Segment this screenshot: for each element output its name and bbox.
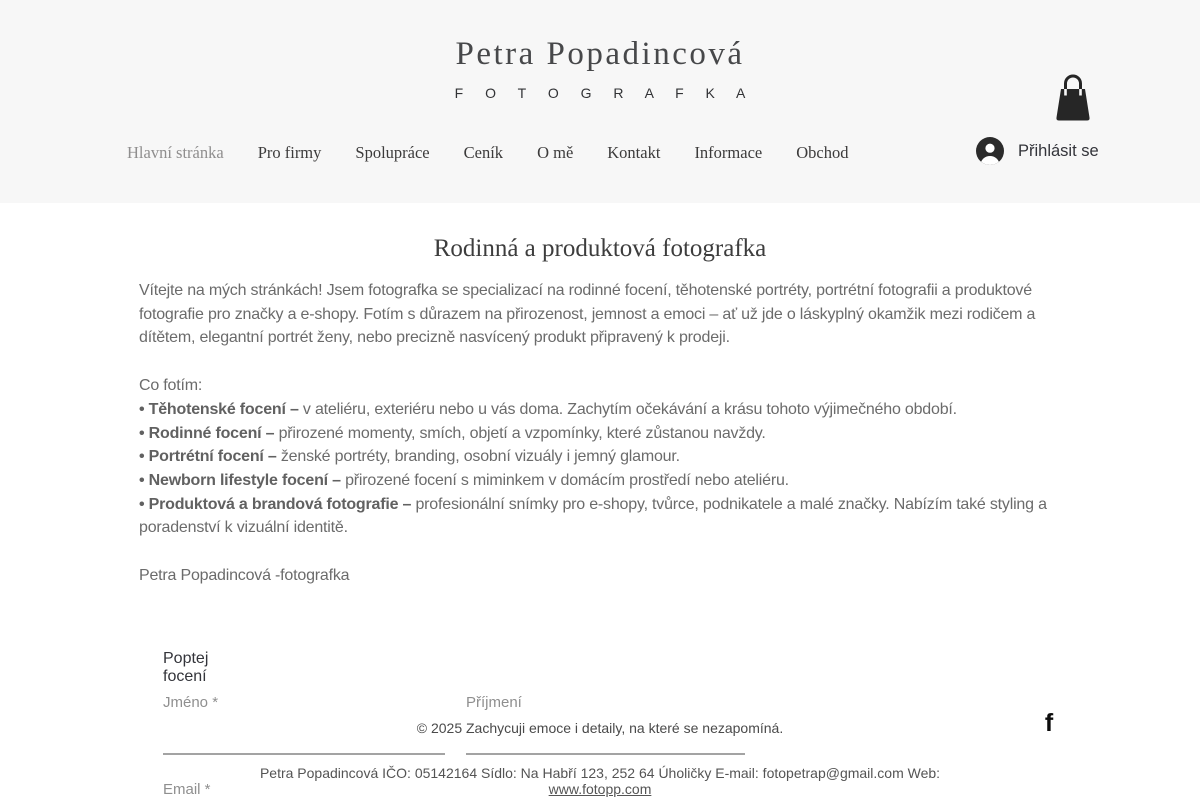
- service-item: • Rodinné focení – přirozené momenty, smích, objetí a vzpomínky, které zůstanou navždy.: [139, 424, 766, 442]
- email-label: Email *: [163, 781, 211, 798]
- first-name-label: Jméno *: [163, 694, 219, 711]
- service-item: • Těhotenské focení – v ateliéru, exteriéru nebo u vás doma. Zachytím očekávání a krásu tohoto výjimečného období.: [139, 400, 957, 418]
- nav-item-spoluprace[interactable]: Spolupráce: [355, 143, 430, 162]
- last-name-label: Příjmení: [466, 694, 522, 711]
- service-item: • Produktová a brandová fotografie – profesionální snímky pro e-shopy, tvůrce, podnikatele a malé značky. Nabízím také styling a poradenství k vizuální identitě.: [139, 495, 1047, 537]
- nav-item-obchod[interactable]: Obchod: [796, 143, 849, 162]
- site-subtitle: F O T O G R A F K A: [454, 85, 755, 101]
- website-link[interactable]: www.fotopp.com: [548, 781, 652, 797]
- nav-item-cenik[interactable]: Ceník: [463, 143, 504, 162]
- brand: [0, 36, 1200, 101]
- website-line: [0, 781, 1200, 797]
- shopping-bag-icon: [1052, 72, 1094, 124]
- service-item: • Newborn lifestyle focení – přirozené focení s miminkem v domácím prostředí nebo ateliéru.: [139, 471, 789, 489]
- nav-item-kontakt[interactable]: Kontakt: [607, 143, 661, 162]
- site-title: Petra Popadincová: [455, 36, 745, 72]
- copyright-text: © 2025 Zachycuji emoce i detaily, na které se nezapomíná.: [416, 720, 784, 736]
- site-header: [0, 0, 1200, 203]
- nav-item-pro-firmy[interactable]: Pro firmy: [257, 143, 322, 162]
- login-label: Přihlásit se: [1018, 141, 1099, 160]
- avatar-icon: [976, 137, 1004, 165]
- login-button[interactable]: [976, 137, 1099, 165]
- contact-info: Petra Popadincová IČO: 05142164 Sídlo: Na Habří 123, 252 64 Úholičky E-mail: fotopetrap@gmail.com Web:: [259, 765, 941, 781]
- service-item: • Portrétní focení – ženské portréty, branding, osobní vizuály i jemný glamour.: [139, 448, 680, 466]
- signature: Petra Popadincová -fotografka: [139, 567, 350, 585]
- nav-item-o-me[interactable]: O mě: [537, 143, 574, 162]
- intro-text-block: [139, 279, 1065, 588]
- form-title: Poptej focení: [163, 650, 209, 685]
- facebook-icon[interactable]: f: [1044, 709, 1054, 737]
- intro-paragraph: Vítejte na mých stránkách! Jsem fotografka se specializací na rodinné focení, těhotenské portréty, portrétní fotografii a produktové fotografie pro značky a e-shopy. Fotím s důrazem na přirozenost, jemnost a emoci – ať už jde o láskyplný okamžik mezi rodičem a dítětem, elegantní portrét ženy, nebo precizně nasvícený produkt připravený k prodeji.: [139, 282, 1036, 347]
- main-nav: [127, 143, 848, 163]
- nav-item-informace[interactable]: Informace: [694, 143, 763, 162]
- page-title: Rodinná a produktová fotografka: [433, 235, 767, 262]
- nav-item-hlavni-stranka[interactable]: Hlavní stránka: [127, 143, 224, 162]
- services-label: Co fotím:: [139, 377, 203, 395]
- cart-button[interactable]: [1052, 72, 1094, 124]
